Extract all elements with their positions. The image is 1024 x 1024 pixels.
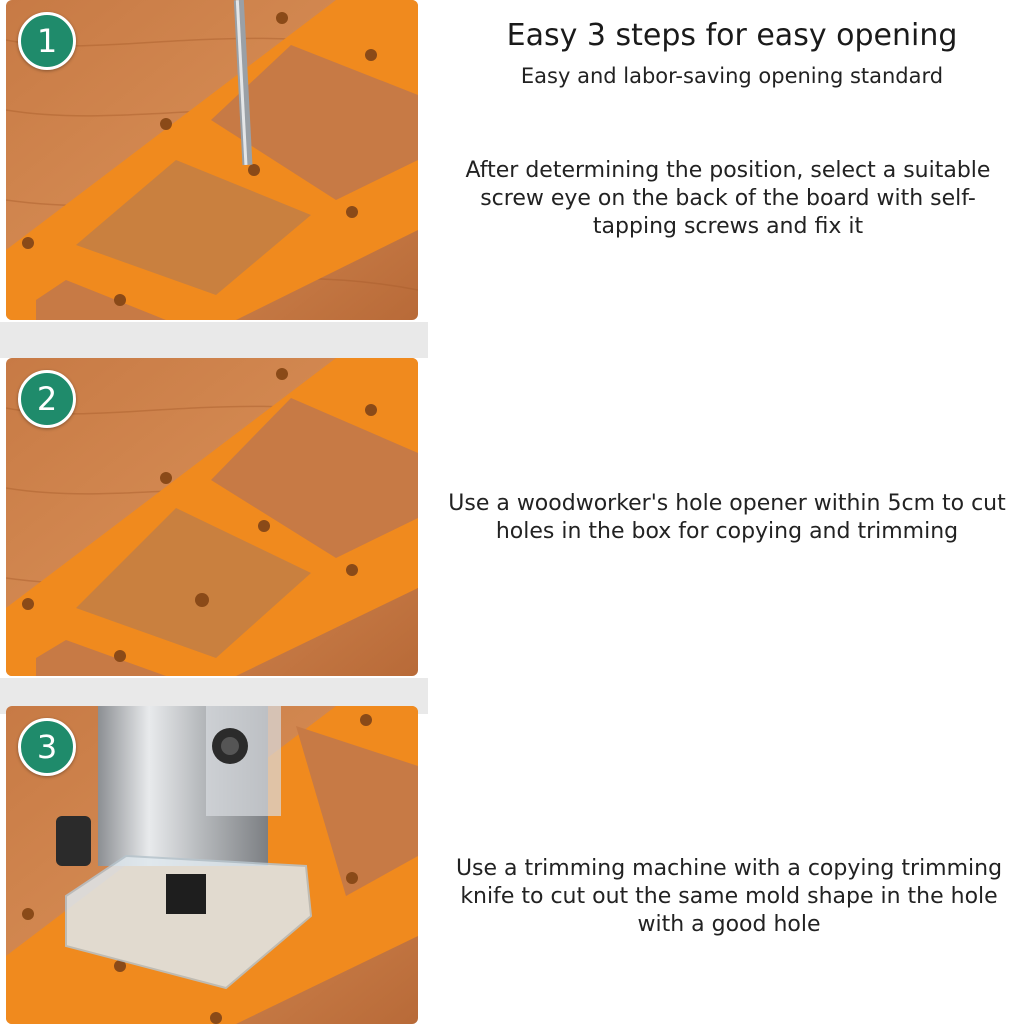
step-1-badge: 1 [18,12,76,70]
page-title: Easy 3 steps for easy opening [506,18,958,53]
step-1-description: After determining the position, select a suitable screw eye on the back of the board with self-tapping screws and fix it [465,158,991,239]
step-3-image [6,706,418,1024]
step-2-image [6,358,418,676]
step-3-badge: 3 [18,718,76,776]
step-2-badge: 2 [18,370,76,428]
page-subtitle: Easy and labor-saving opening standard [520,64,944,88]
step-3-description: Use a trimming machine with a copying trimming knife to cut out the same mold shape in the hole with a good hole [455,856,1003,937]
step-1-image [6,0,418,320]
separator [0,322,428,358]
step-2-description: Use a woodworker's hole opener within 5cm to cut holes in the box for copying and trimming [448,491,1006,544]
